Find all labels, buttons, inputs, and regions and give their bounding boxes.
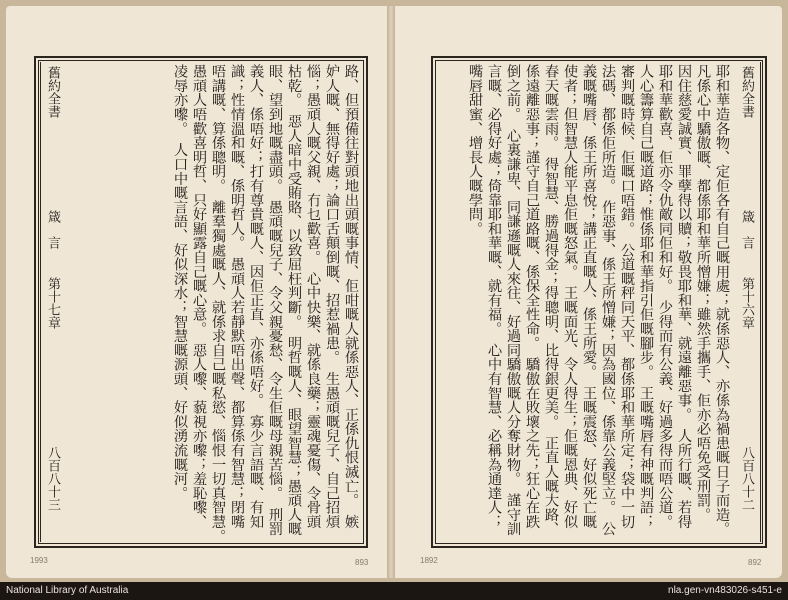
left-text-frame	[34, 56, 368, 551]
right-text-frame	[431, 56, 767, 548]
right-page-number: 八百八十二	[739, 446, 754, 511]
left-running-head: 舊約全書	[45, 66, 60, 118]
left-chapter: 第十七章	[45, 277, 60, 329]
left-pencil-mark: 1993	[30, 556, 48, 565]
right-chapter: 第十六章	[739, 277, 754, 329]
left-book-name: 箴 言	[45, 210, 60, 249]
right-body-text: 耶和華造各物、定佢各有自己嘅用處；就係惡人、亦係為禍患嘅日子而造。 凡係心中驕傲嘅、都係耶和華所憎嫌；雖然手攜手、佢亦必唔免受刑罰。 因住慈愛誠實、罪孽得以贖；敬畏耶和華、就遠離惡事。 人所行嘅、若得耶和華歡喜、佢亦令仇敵同佢和好。 少得而有公義、好過多得而唔公道。 人心籌算自己嘅道路；惟係耶和華指引佢嘅腳步。 王嘅嘴唇有神嘅判語；審判嘅時候、佢嘅口唔錯。 公道嘅秤同天平、都係耶和華所定；袋中一切法碼、都係佢所造。 作惡事、係王所憎嫌；因為國位、係靠公義堅立。 公義嘅嘴唇、係王所喜悅；講正直嘅人、係王所愛。 王嘅震怒、好似死亡嘅使者；但智慧人能平息佢嘅怒氣。 王嘅面光、令人得生；佢嘅恩典、好似春天嘅雲雨。 得智慧、勝過得金；得聰明、比得銀更美。 正直人嘅大路、係遠離惡事；謹守自己道路嘅、係保全性命。 驕傲在敗壞之先；狂心在跌倒之前。 心裏謙卑、同謙遜嘅人來往、好過同驕傲嘅人分奪財物。 謹守訓言嘅、必得好處；倚靠耶和華嘅、就有福。 心中有智慧、必稱為通達人；嘴唇甜蜜、增長人嘅學問。	[467, 64, 730, 544]
right-running-head: 舊約全書	[739, 66, 754, 118]
footer-bar	[0, 582, 788, 600]
left-page-number: 八百八十三	[45, 446, 60, 511]
right-page-mark: 892	[748, 558, 762, 567]
left-header-strip	[40, 62, 67, 542]
book-gutter	[387, 6, 395, 578]
left-body-text: 路、但預備往對頭地出頭嘅事情、佢咁嘅人就係惡人、正係仇恨滅亡。 嫉妒人嘅、無得好處；論口舌顛倒嘅、招惹禍患。 生愚頑嘅兒子、自己招煩惱；愚頑人嘅父親、冇乜歡喜。 心中快樂、就係良藥；靈魂憂傷、令骨頭枯乾。 惡人暗中受賄賂、以致屈枉判斷。 明哲嘅人、眼望智慧；愚頑人嘅眼、望到地嘅盡頭。 愚頑嘅兒子、令父親憂愁、令生佢嘅母親苦惱。 刑罰義人、係唔好；打有尊貴嘅人、因佢正直、亦係唔好。 寡少言語嘅、有知識；性情溫和嘅、係明哲人。 愚頑人若靜默唔出聲、都算係有智慧；閉嘴唔講嘅、算係聰明。 離羣獨處嘅人、就係求自己嘅私慾、惱恨一切真智慧。 愚頑人唔歡喜明哲、只好顯露自己嘅心意。 惡人嚟、藐視亦嚟；羞恥嚟、凌辱亦嚟。 人口中嘅言語、好似深水；智慧嘅源頭、好似湧流嘅河。	[172, 64, 359, 551]
right-header-strip	[734, 62, 761, 542]
right-book-name: 箴 言	[739, 210, 754, 249]
library-credit: National Library of Australia	[6, 585, 129, 596]
left-page-mark: 893	[355, 558, 369, 567]
right-pencil-mark: 1892	[420, 556, 438, 565]
image-identifier: nla.gen-vn483026-s451-e	[668, 585, 782, 596]
